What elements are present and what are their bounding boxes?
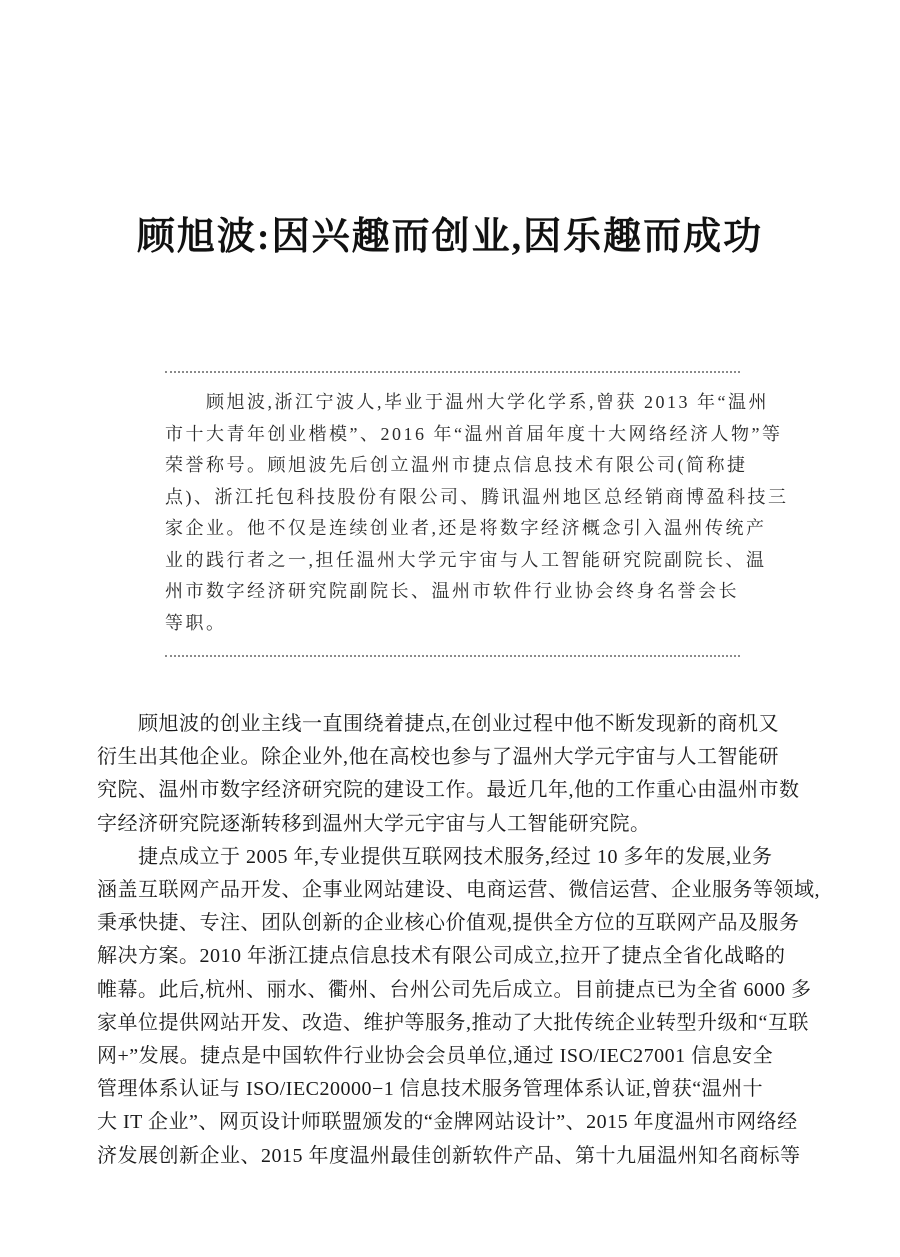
text-line: 大 IT 企业”、网页设计师联盟颁发的“金牌网站设计”、2015 年度温州市网络经 (97, 1111, 798, 1134)
text-line: 涵盖互联网产品开发、企事业网站建设、电商运营、微信运营、企业服务等领域, (97, 879, 820, 902)
text-line: 家单位提供网站开发、改造、维护等服务,推动了大批传统企业转型升级和“互联 (97, 1011, 809, 1034)
text-line: 衍生出其他企业。除企业外,他在高校也参与了温州大学元宇宙与人工智能研 (97, 746, 779, 769)
text-line: 业的践行者之一,担任温州大学元宇宙与人工智能研究院副院长、温 (165, 549, 767, 570)
paragraph-1 (97, 708, 800, 841)
text-line: 家企业。他不仅是连续创业者,还是将数字经济概念引入温州传统产 (165, 518, 767, 538)
text-line: 究院、温州市数字经济研究院的建设工作。最近几年,他的工作重心由温州市数 (97, 779, 800, 802)
author-bio-text (165, 373, 789, 655)
text-line: 市十大青年创业楷模”、2016 年“温州首届年度十大网络经济人物”等 (165, 423, 783, 444)
text-line: 字经济研究院逐渐转移到温州大学元宇宙与人工智能研究院。 (97, 812, 651, 835)
text-line: 州市数字经济研究院副院长、温州市软件行业协会终身名誉会长 (165, 581, 739, 601)
text-line: 解决方案。2010 年浙江捷点信息技术有限公司成立,拉开了捷点全省化战略的 (97, 945, 786, 968)
text-line: 管理体系认证与 ISO/IEC20000−1 信息技术服务管理体系认证,曾获“温州十 (97, 1078, 764, 1101)
paragraph-2 (97, 841, 820, 1173)
author-bio-quote-block (165, 371, 789, 657)
text-line: 顾旭波,浙江宁波人,毕业于温州大学化学系,曾获 2013 年“温州 (165, 392, 769, 412)
text-line: 等职。 (165, 612, 227, 633)
text-line: 点)、浙江托包科技股份有限公司、腾讯温州地区总经销商博盈科技三 (165, 486, 789, 507)
text-line: 捷点成立于 2005 年,专业提供互联网技术服务,经过 10 多年的发展,业务 (97, 845, 773, 868)
text-line: 网+”发展。捷点是中国软件行业协会会员单位,通过 ISO/IEC27001 信息安全 (97, 1045, 774, 1068)
article-body (97, 708, 820, 1173)
text-line: 荣誉称号。顾旭波先后创立温州市捷点信息技术有限公司(简称捷 (165, 455, 748, 475)
dotted-divider-bottom (165, 655, 740, 657)
text-line: 秉承快捷、专注、团队创新的企业核心价值观,提供全方位的互联网产品及服务 (97, 912, 800, 935)
text-line: 济发展创新企业、2015 年度温州最佳创新软件产品、第十九届温州知名商标等 (97, 1144, 801, 1167)
text-line: 顾旭波的创业主线一直围绕着捷点,在创业过程中他不断发现新的商机又 (97, 713, 779, 735)
text-line: 帷幕。此后,杭州、丽水、衢州、台州公司先后成立。目前捷点已为全省 6000 多 (97, 978, 812, 1001)
page-title: 顾旭波:因兴趣而创业,因乐趣而成功 (136, 216, 764, 259)
